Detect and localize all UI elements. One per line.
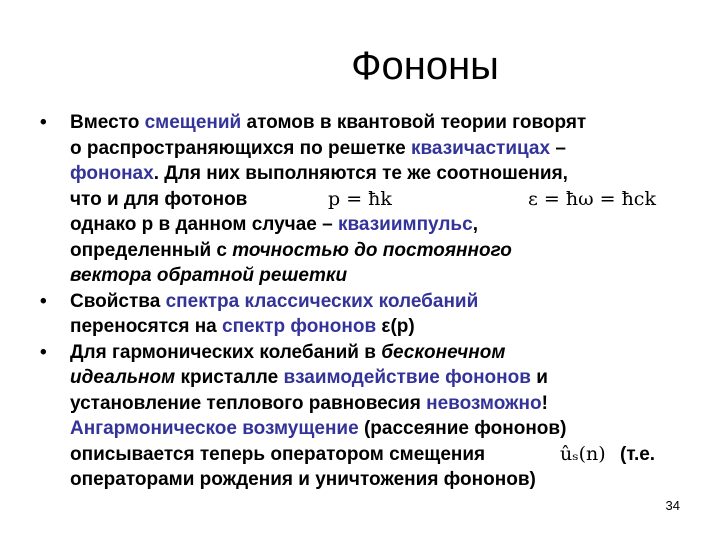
text-span: что и для фотонов bbox=[70, 188, 248, 210]
bullet-marker: • bbox=[40, 112, 47, 133]
italic-term: вектора обратной решетки bbox=[70, 265, 348, 286]
text-span: кристалле bbox=[175, 367, 284, 388]
text-span: , bbox=[472, 214, 478, 235]
text-line bbox=[70, 212, 700, 238]
text-span: о распространяющихся по решетке bbox=[70, 137, 411, 159]
highlight-term: фононах bbox=[70, 163, 154, 184]
highlight-term: квазиимпульс bbox=[337, 214, 473, 235]
text-span: ε(p) bbox=[376, 316, 415, 337]
text-line bbox=[70, 110, 700, 136]
highlight-term: смещений bbox=[144, 112, 242, 133]
text-line bbox=[70, 263, 700, 289]
formula-energy: ε = ħω = ħck bbox=[528, 187, 656, 210]
bullet-item-2 bbox=[40, 289, 700, 340]
highlight-term: спектр фононов bbox=[222, 316, 377, 337]
highlight-term: Ангармоническое возмущение bbox=[70, 418, 359, 439]
text-line bbox=[70, 467, 700, 493]
text-line bbox=[70, 161, 700, 187]
text-span: и bbox=[530, 367, 548, 388]
bullet-item-3 bbox=[40, 340, 700, 493]
bullet-marker: • bbox=[40, 290, 47, 312]
text-line bbox=[70, 391, 700, 417]
text-line bbox=[70, 289, 700, 315]
highlight-term: невозможно bbox=[426, 392, 542, 414]
slide-body bbox=[40, 110, 700, 493]
formula-momentum: p = ħk bbox=[328, 187, 392, 210]
text-line bbox=[70, 238, 700, 264]
text-span: операторами рождения и уничтожения фононов) bbox=[70, 469, 536, 490]
text-span: однако p в данном случае – bbox=[70, 214, 338, 235]
text-line bbox=[70, 442, 700, 468]
text-span: атомов в квантовой теории говорят bbox=[241, 112, 587, 133]
italic-term: бесконечном bbox=[381, 341, 506, 363]
text-span: . Для них выполняются те же соотношения, bbox=[153, 163, 568, 184]
text-span: (т.е. bbox=[620, 443, 656, 465]
text-span: Свойства bbox=[70, 290, 166, 312]
page-number: 34 bbox=[665, 498, 680, 513]
formula-displacement-operator: ûₛ(n) bbox=[560, 442, 606, 465]
italic-term: точностью до постоянного bbox=[232, 239, 512, 261]
italic-term: идеальном bbox=[70, 367, 176, 388]
text-line bbox=[70, 340, 700, 366]
text-span: Вместо bbox=[70, 112, 145, 133]
text-line bbox=[70, 187, 700, 213]
slide-title: Фононы bbox=[351, 44, 499, 88]
text-line bbox=[70, 136, 700, 162]
text-span: Для гармонических колебаний в bbox=[70, 341, 382, 363]
text-span: переносятся на bbox=[70, 316, 223, 337]
text-line bbox=[70, 365, 700, 391]
bullet-marker: • bbox=[40, 341, 47, 363]
text-line bbox=[70, 416, 700, 442]
highlight-term: спектра классических колебаний bbox=[165, 290, 479, 312]
text-span: описывается теперь оператором смещения bbox=[70, 443, 486, 465]
text-span: – bbox=[550, 137, 566, 159]
text-span: ! bbox=[541, 392, 548, 414]
highlight-term: квазичастицах bbox=[410, 137, 551, 159]
highlight-term: взаимодействие фононов bbox=[283, 367, 531, 388]
text-span: установление теплового равновесия bbox=[70, 392, 427, 414]
text-span: (рассеяние фононов) bbox=[358, 418, 567, 439]
text-line bbox=[70, 314, 700, 340]
text-span: определенный с bbox=[70, 239, 233, 261]
bullet-item-1 bbox=[40, 110, 700, 289]
